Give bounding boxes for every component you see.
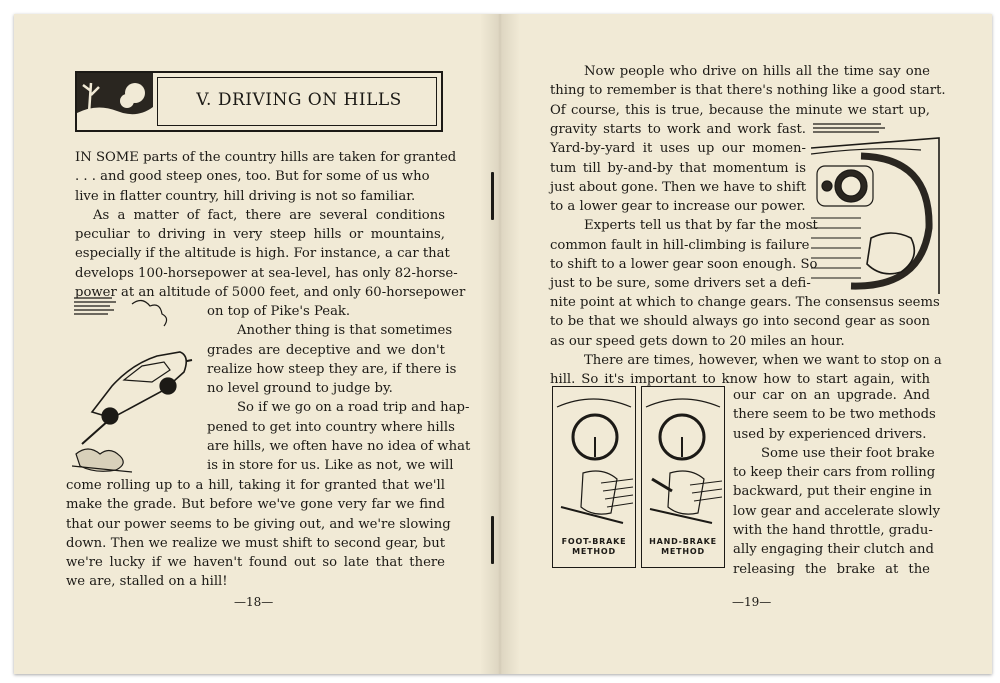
text-line: power at an altitude of 5000 feet, and only 60-horsepower <box>75 285 466 301</box>
caption-line: METHOD <box>572 547 616 556</box>
text-line: just to be sure, some drivers set a defi- <box>550 276 811 292</box>
hand-brake-method-illustration <box>641 386 725 568</box>
text-line: Yard-by-yard it uses up our momen- <box>550 141 806 157</box>
text-line: down. Then we realize we must shift to second gear, but <box>66 535 445 551</box>
text-line: tum till by-and-by that momentum is <box>550 160 806 176</box>
chapter-vignette-illustration <box>77 73 153 130</box>
left-text-bottom <box>66 476 451 592</box>
text-line: low gear and accelerate slowly <box>733 503 941 519</box>
text-line: IN SOME parts of the country hills are taken for granted <box>75 150 457 165</box>
text-line: come rolling up to a hill, taking it for granted that we'll <box>66 478 445 493</box>
left-page <box>14 14 484 674</box>
right-text-top <box>550 62 946 120</box>
text-line: ally engaging their clutch and <box>733 542 934 558</box>
text-line: to keep their cars from rolling <box>733 465 936 481</box>
text-line: there seem to be two methods <box>733 407 936 423</box>
staple-top <box>491 172 494 220</box>
text-line: Experts tell us that by far the most <box>584 218 818 234</box>
text-line: Now people who drive on hills all the time say one <box>584 64 930 79</box>
car-on-hill-illustration <box>72 294 202 478</box>
left-text-top <box>75 148 466 302</box>
text-line: . . . and good steep ones, too. But for some of us who <box>75 169 430 185</box>
text-line: hill. So it's important to know how to start again, with <box>550 372 930 388</box>
text-line: is in store for us. Like as not, we will <box>207 458 454 474</box>
text-line: to shift to a lower gear soon enough. So <box>550 257 818 273</box>
foot-brake-method-illustration <box>552 386 636 568</box>
caption-line: HAND-BRAKE <box>649 537 717 546</box>
page-number-left: —18— <box>234 595 274 609</box>
text-line: are hills, we often have no idea of what <box>207 439 471 455</box>
page-number-right: —19— <box>732 595 772 609</box>
text-line: live in flatter country, hill driving is not so familiar. <box>75 188 416 204</box>
text-line: nite point at which to change gears. The consensus seems <box>550 295 940 310</box>
text-line: peculiar to driving in very steep hills or mountains, <box>75 227 445 243</box>
right-text-wrap2 <box>733 386 941 579</box>
text-line: Another thing is that sometimes <box>237 323 453 339</box>
text-line: we are, stalled on a hill! <box>66 574 228 590</box>
text-line: grades are deceptive and we don't <box>207 342 445 358</box>
hand-brake-caption <box>642 537 724 557</box>
text-line: thing to remember is that there's nothing like a good start. <box>550 83 946 99</box>
dashboard-steering-illustration <box>811 118 941 298</box>
text-line: on top of Pike's Peak. <box>207 304 351 319</box>
foot-brake-caption <box>553 537 635 557</box>
text-line: make the grade. But before we've gone very far we find <box>66 497 445 513</box>
text-line: we're lucky if we haven't found out so late that there <box>66 555 445 571</box>
text-line: no level ground to judge by. <box>207 381 393 397</box>
right-text-mid <box>550 293 942 389</box>
booklet-spread <box>14 14 992 674</box>
text-line: especially if the altitude is high. For instance, a car that <box>75 246 450 262</box>
text-line: that our power seems to be giving out, and we're slowing <box>66 516 451 532</box>
text-line: to be that we should always go into second gear as soon <box>550 314 930 330</box>
text-line: So if we go on a road trip and hap- <box>237 400 470 416</box>
text-line: with the hand throttle, gradu- <box>733 523 933 539</box>
left-text-wrap <box>207 302 471 476</box>
text-line: pened to get into country where hills <box>207 419 455 435</box>
text-line: just about gone. Then we have to shift <box>550 179 807 195</box>
text-line: There are times, however, when we want to stop on a <box>584 352 942 368</box>
text-line: backward, put their engine in <box>733 484 932 500</box>
text-line: Of course, this is true, because the minute we start up, <box>550 102 930 118</box>
chapter-header-box <box>75 71 443 132</box>
text-line: releasing the brake at the <box>733 561 930 577</box>
text-line: as our speed gets down to 20 miles an hour. <box>550 333 845 349</box>
text-line: realize how steep they are, if there is <box>207 361 457 377</box>
text-line: gravity starts to work and work fast. <box>550 122 806 137</box>
text-line: As a matter of fact, there are several conditions <box>93 207 445 223</box>
right-text-wrap1 <box>550 120 818 294</box>
chapter-title: V. DRIVING ON HILLS <box>196 90 402 110</box>
text-line: develops 100-horsepower at sea-level, has only 82-horse- <box>75 265 458 281</box>
text-line: common fault in hill-climbing is failure <box>550 237 810 253</box>
staple-bottom <box>491 516 494 564</box>
right-page <box>514 14 992 674</box>
text-line: to a lower gear to increase our power. <box>550 199 806 215</box>
text-line: used by experienced drivers. <box>733 426 927 442</box>
caption-line: METHOD <box>661 547 705 556</box>
text-line: Some use their foot brake <box>761 445 935 461</box>
text-line: our car on an upgrade. And <box>733 388 930 403</box>
caption-line: FOOT-BRAKE <box>561 537 627 546</box>
